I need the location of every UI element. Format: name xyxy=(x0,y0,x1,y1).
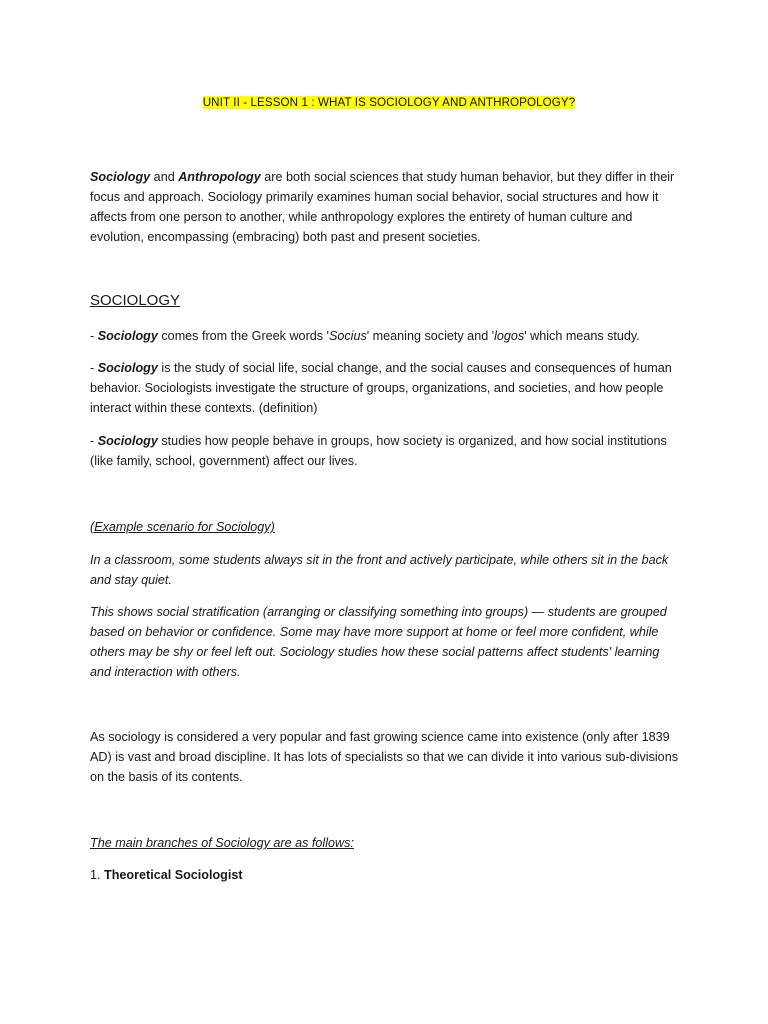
branches-heading: The main branches of Sociology are as follows: xyxy=(90,836,354,850)
bullet-dash: - xyxy=(90,434,98,448)
science-paragraph: As sociology is considered a very popular and fast growing science came into existence (only after 1839 AD) is vast and broad discipline. It has lots of specialists so that we can divide it into various sub-divisions on the basis of its contents. xyxy=(90,730,678,784)
bullet-dash: - xyxy=(90,329,98,343)
example-paragraph-2: This shows social stratification (arranging or classifying something into groups) — students are grouped based on behavior or confidence. Some may have more support at home or feel more confident, while others may be shy or feel left out. Sociology studies how these social patterns affect students' learning and interaction with others. xyxy=(90,605,667,679)
bullet-dash: - xyxy=(90,361,98,375)
behavior-text: studies how people behave in groups, how society is organized, and how social institutions (like family, school, government) affect our lives. xyxy=(90,434,667,468)
definition-paragraph xyxy=(90,358,678,418)
term-sociology: Sociology xyxy=(97,361,158,375)
sociology-heading: SOCIOLOGY xyxy=(90,292,181,309)
etymology-text-c: ' which means study. xyxy=(524,329,640,343)
branch-item xyxy=(90,865,678,885)
example-paragraph-1: In a classroom, some students always sit in the front and actively participate, while others sit in the back and stay quiet. xyxy=(90,553,669,587)
intro-term-sociology: Sociology xyxy=(90,170,151,184)
behavior-paragraph xyxy=(90,431,678,471)
etymology-paragraph xyxy=(90,326,678,346)
intro-term-anthropology: Anthropology xyxy=(178,170,261,184)
term-sociology: Sociology xyxy=(97,434,158,448)
lesson-title: UNIT II - LESSON 1 : WHAT IS SOCIOLOGY AND ANTHROPOLOGY? xyxy=(202,96,576,109)
word-logos: logos xyxy=(494,329,525,343)
example-heading: (Example scenario for Sociology) xyxy=(90,520,275,534)
title-line xyxy=(90,92,678,113)
etymology-text-a: comes from the Greek words ' xyxy=(157,329,329,343)
intro-paragraph xyxy=(90,167,678,247)
intro-text: are both social sciences that study human behavior, but they differ in their focus and approach. Sociology primarily examines human social behavior, social structures and how it affects from one person to another, while anthropology explores the entirety of human culture and evolution, encompassing (embracing) both past and present societies. xyxy=(90,170,675,244)
document-body xyxy=(90,92,678,885)
definition-text: is the study of social life, social change, and the social causes and consequences of human behavior. Sociologists investigate the structure of groups, organizations, and societies, and how people interact within these contexts. (definition) xyxy=(90,361,672,415)
branch-label: Theoretical Sociologist xyxy=(104,868,243,882)
etymology-text-b: ' meaning society and ' xyxy=(366,329,495,343)
branch-number: 1. xyxy=(90,868,105,882)
word-socius: Socius xyxy=(328,329,367,343)
term-sociology: Sociology xyxy=(97,329,158,343)
intro-connector: and xyxy=(150,170,179,184)
